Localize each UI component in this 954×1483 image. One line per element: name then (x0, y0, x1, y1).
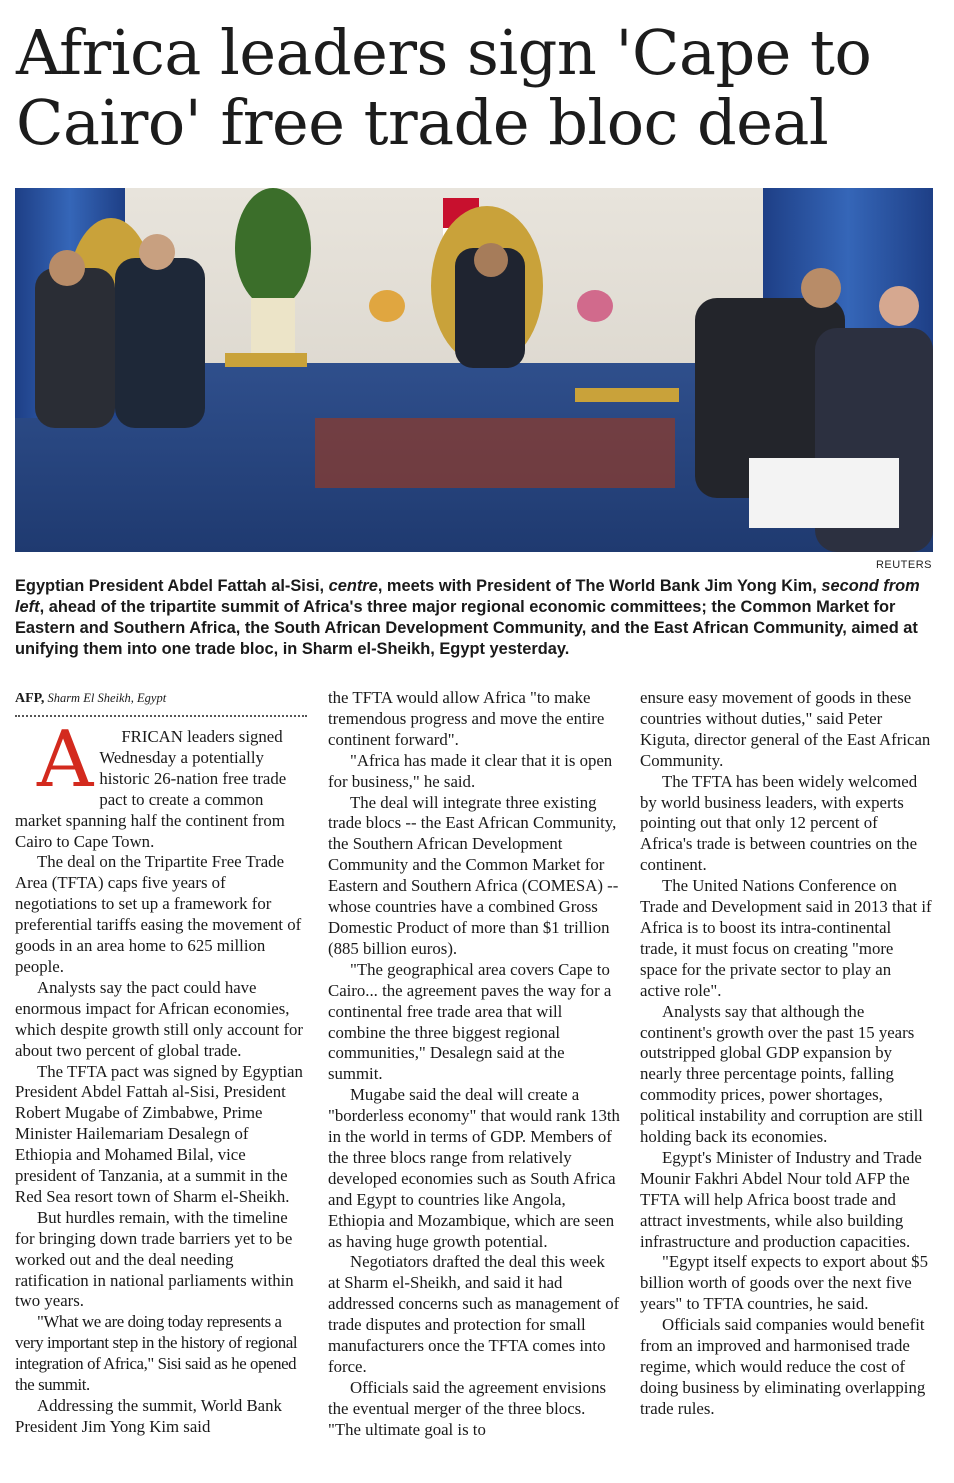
byline-agency: AFP, (15, 691, 45, 706)
photo-caption (15, 576, 935, 660)
article-column-3 (640, 688, 932, 1420)
article-paragraph: "Africa has made it clear that it is open for business," he said. (328, 750, 613, 791)
article-paragraph: "What we are doing today represents a very important step in the history of regional integration of Africa," Sisi said as he opened the summit. (15, 1312, 298, 1395)
article-paragraph: The deal will integrate three existing trade blocs -- the East African Community, the Southern African Development Community and the Common Market for Eastern and Southern Africa (COMESA) -- whose countries have a combined Gross Domestic Product of more than $1 trillion (885 billion euros). (328, 792, 619, 958)
article-paragraph: Egypt's Minister of Industry and Trade Mounir Fakhri Abdel Nour told AFP the TFTA will help Africa boost trade and attract investments, while also building infrastructure and production capacities. (640, 1147, 922, 1251)
caption-text: , ahead of the tripartite summit of Africa's three major regional economic committees; the Common Market for Eastern and Southern Africa, the South African Development Community, and the East African Community, aimed at unifying them into one trade bloc, in Sharm el-Sheikh, Egypt yesterday. (15, 598, 918, 658)
article-paragraph: the TFTA would allow Africa "to make tremendous progress and move the entire continent forward". (328, 688, 605, 749)
byline (15, 688, 307, 717)
caption-emphasis: centre (328, 577, 378, 595)
byline-place: Sharm El Sheikh, Egypt (47, 691, 167, 705)
lead-text: leaders signed Wednesday a potentially historic 26-nation free trade pact to create a common market spanning half the continent from Cairo to Cape Town. (15, 727, 287, 851)
article-paragraph: The United Nations Conference on Trade and Development said in 2013 that if Africa is to boost its intra-continental trade, it must focus on creating "more space for the private sector to play an active role". (640, 876, 932, 1000)
lead-caps: FRICAN (121, 727, 183, 746)
article-paragraph: "The geographical area covers Cape to Cairo... the agreement paves the way for a continental free trade area that will combine the three biggest regional communities," Desalegn said at the summit. (328, 959, 612, 1084)
article-paragraph: Officials said companies would benefit from an improved and harmonised trade regime, which would reduce the cost of doing business by eliminating overlapping trade rules. (640, 1315, 926, 1418)
article-column-2 (328, 688, 620, 1441)
article-paragraph: Mugabe said the deal will create a "borderless economy" that would rank 13th in the world in terms of GDP. Members of the three blocs range from relatively developed economies such as South Africa and Egypt to countries like Angola, Ethiopia and Mozambique, which are seen as having huge growth potential. (328, 1085, 620, 1251)
article-paragraph: "Egypt itself expects to export about $5 billion worth of goods over the next five years" to TFTA countries, he said. (640, 1252, 928, 1314)
article-paragraph: Addressing the summit, World Bank President Jim Yong Kim said (15, 1396, 282, 1436)
article-paragraph: The deal on the Tripartite Free Trade Area (TFTA) caps five years of negotiations to set up a framework for preferential tariffs easing the movement of goods in an area home to 625 million people. (15, 852, 302, 976)
drop-cap: A (37, 715, 94, 805)
article-paragraph: ensure easy movement of goods in these countries without duties," said Peter Kiguta, director general of the East African Community. (640, 688, 931, 770)
article-paragraph: But hurdles remain, with the timeline for bringing down trade barriers yet to be worked out and the deal needing ratification in national parliaments within two years. (15, 1207, 294, 1311)
caption-text: , meets with President of The World Bank Jim Yong Kim, (377, 577, 822, 595)
article-paragraph: Officials said the agreement envisions the eventual merger of the three blocs. "The ultimate goal is to (328, 1377, 606, 1439)
caption-emphasis: second from left (15, 577, 920, 616)
article-paragraph: Analysts say the pact could have enormous impact for African economies, which despite growth still only account for about two percent of global trade. (15, 977, 304, 1060)
caption-text: Egyptian President Abdel Fattah al-Sisi, (15, 577, 329, 595)
news-photo (15, 188, 933, 552)
article-paragraph: Negotiators drafted the deal this week at Sharm el-Sheikh, and said it had addressed concerns such as management of trade disputes and protection for small manufacturers once the TFTA comes into force. (328, 1252, 620, 1376)
article-paragraph: Analysts say that although the continent's growth over the past 15 years outstripped global GDP expansion by nearly three percentage points, falling commodity prices, power shortages, political instability and corruption are still holding back its economies. (640, 1001, 923, 1147)
meeting-photo-illustration (15, 188, 933, 552)
article-column-1 (15, 688, 307, 1438)
headline: Africa leaders sign 'Cape to Cairo' free trade bloc deal (16, 16, 872, 159)
photo-credit: REUTERS (875, 559, 932, 571)
article-lead-paragraph (15, 715, 307, 852)
article-paragraph: The TFTA pact was signed by Egyptian President Abdel Fattah al-Sisi, President Robert Mugabe of Zimbabwe, Prime Minister Hailemariam Desalegn of Ethiopia and Mohamed Bilal, vice president of Tanzania, at a summit in the Red Sea resort town of Sharm el-Sheikh. (15, 1061, 303, 1206)
article-paragraph: The TFTA has been widely welcomed by world business leaders, with experts pointing out that only 12 percent of Africa's trade is between countries on the continent. (640, 771, 918, 875)
